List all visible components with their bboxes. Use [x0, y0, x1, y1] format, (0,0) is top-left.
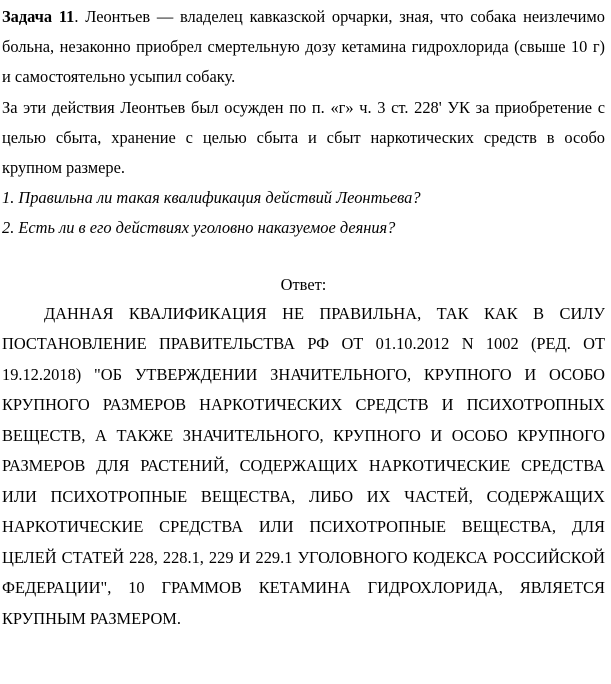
task-question-2: 2. Есть ли в его действиях уголовно наказуемое деяния? — [2, 218, 396, 238]
answer-title: Ответ: — [280, 274, 327, 294]
task-question-1: 1. Правильна ли такая квалификация действий Леонтьева? — [2, 188, 421, 208]
answer-body: ДАННАЯ КВАЛИФИКАЦИЯ НЕ ПРАВИЛЬНА, ТАК КАК В СИЛУ ПОСТАНОВЛЕНИЕ ПРАВИТЕЛЬСТВА РФ ОТ 01.10.2012 N 1002 (РЕД. ОТ 19.12.2018) "ОБ УТВЕРЖДЕНИИ ЗНАЧИТЕЛЬНОГО, КРУПНОГО И ОСОБО КРУПНОГО РАЗМЕРОВ НАРКОТИЧЕСКИХ СРЕДСТВ И ПСИХОТРОПНЫХ ВЕЩЕСТВ, А ТАКЖЕ ЗНАЧИТЕЛЬНОГО, КРУПНОГО И ОСОБО КРУПНОГО РАЗМЕРОВ ДЛЯ РАСТЕНИЙ, СОДЕРЖАЩИХ НАРКОТИЧЕСКИЕ СРЕДСТВА ИЛИ ПСИХОТРОПНЫЕ ВЕЩЕСТВА, ЛИБО ИХ ЧАСТЕЙ, СОДЕРЖАЩИХ НАРКОТИЧЕСКИЕ СРЕДСТВА ИЛИ ПСИХОТРОПНЫЕ ВЕЩЕСТВА, ДЛЯ ЦЕЛЕЙ СТАТЕЙ 228, 228.1, 229 И 229.1 УГОЛОВНОГО КОДЕКСА РОССИЙСКОЙ ФЕДЕРАЦИИ", 10 ГРАММОВ КЕТАМИНА ГИДРОХЛОРИДА, ЯВЛЯЕТСЯ КРУПНЫМ РАЗМЕРОМ. — [2, 303, 605, 628]
task-block — [2, 0, 605, 244]
task-intro-paragraph — [2, 2, 605, 93]
task-conviction-paragraph: За эти действия Леонтьев был осужден по п. «г» ч. 3 ст. 228' УК за приобретение с целью сбыта, хранение с целью сбыта и сбыт наркотических средств в особо крупном размере. — [2, 97, 605, 178]
task-label: Задача 11 — [2, 7, 75, 26]
task-intro-text: . Леонтьев — владелец кавказской орчарки, зная, что собака неизлечимо больна, незаконно приобрел смертельную дозу кетамина гидрохлорида (свыше 10 г) и самостоятельно усыпил собаку. — [2, 7, 605, 87]
